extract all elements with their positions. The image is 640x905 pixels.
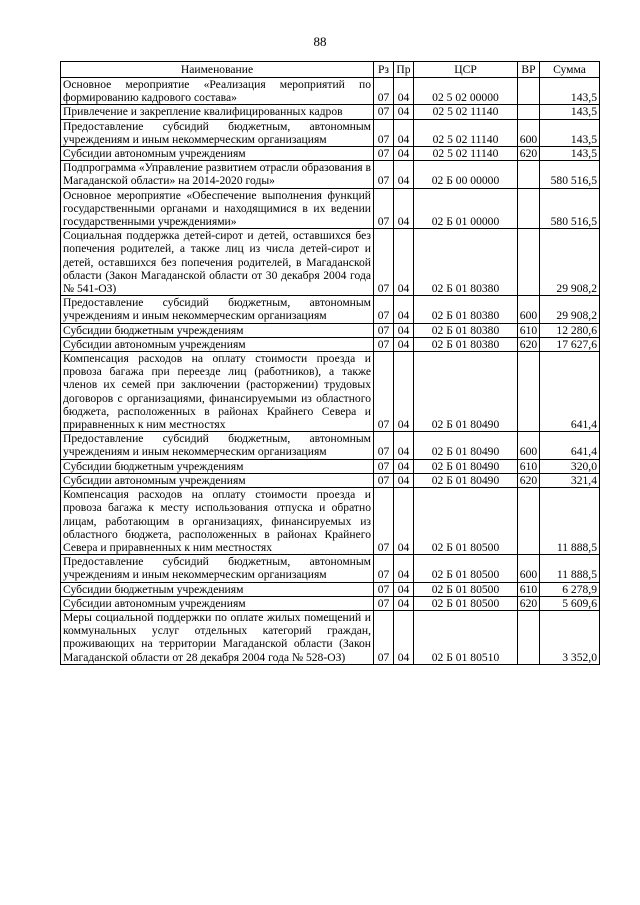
cell-rz: 07: [374, 432, 394, 459]
cell-sum: 321,4: [540, 473, 600, 487]
cell-csr: 02 Б 01 80380: [414, 337, 518, 351]
cell-sum: 143,5: [540, 147, 600, 161]
cell-csr: 02 Б 01 80490: [414, 473, 518, 487]
cell-name: Предоставление субсидий бюджетным, автономным учреждениям и иным некоммерческим организациям: [61, 432, 374, 459]
cell-pr: 04: [394, 352, 414, 432]
table-row: [61, 555, 600, 582]
cell-sum: 11 888,5: [540, 488, 600, 555]
cell-rz: 07: [374, 105, 394, 119]
cell-rz: 07: [374, 610, 394, 664]
table-body: [61, 78, 600, 665]
cell-sum: 143,5: [540, 119, 600, 146]
cell-name: Субсидии автономным учреждениям: [61, 147, 374, 161]
cell-rz: 07: [374, 337, 394, 351]
cell-name: Субсидии автономным учреждениям: [61, 473, 374, 487]
cell-csr: 02 5 02 11140: [414, 147, 518, 161]
cell-sum: 580 516,5: [540, 161, 600, 188]
cell-name: Субсидии бюджетным учреждениям: [61, 323, 374, 337]
cell-name: Социальная поддержка детей-сирот и детей, оставшихся без попечения родителей, а также лиц из числа детей-сирот и детей, оставшихся без попечения родителей, в Магаданской области (Закон Магаданской области от 30 декабря 2004 года № 541-ОЗ): [61, 229, 374, 296]
cell-rz: 07: [374, 473, 394, 487]
table-row: [61, 229, 600, 296]
table-row: [61, 459, 600, 473]
cell-pr: 04: [394, 161, 414, 188]
header-name: Наименование: [61, 62, 374, 78]
cell-name: Компенсация расходов на оплату стоимости проезда и провоза багажа к месту использования отпуска и обратно лицам, работающим в организациях, финансируемых из областного бюджета, расположенных в районах Крайнего Севера и приравненных к ним местностях: [61, 488, 374, 555]
cell-vr: [518, 105, 540, 119]
table-header-row: [61, 62, 600, 78]
cell-pr: 04: [394, 323, 414, 337]
table-row: [61, 161, 600, 188]
cell-csr: 02 5 02 11140: [414, 105, 518, 119]
cell-csr: 02 5 02 11140: [414, 119, 518, 146]
cell-name: Субсидии автономным учреждениям: [61, 596, 374, 610]
cell-pr: 04: [394, 119, 414, 146]
cell-vr: 600: [518, 119, 540, 146]
cell-csr: 02 Б 00 00000: [414, 161, 518, 188]
cell-name: Субсидии автономным учреждениям: [61, 337, 374, 351]
cell-vr: [518, 78, 540, 105]
cell-sum: 3 352,0: [540, 610, 600, 664]
table-row: [61, 188, 600, 229]
cell-pr: 04: [394, 229, 414, 296]
cell-csr: 02 Б 01 80380: [414, 323, 518, 337]
cell-csr: 02 Б 01 80500: [414, 555, 518, 582]
cell-pr: 04: [394, 188, 414, 229]
header-csr: ЦСР: [414, 62, 518, 78]
cell-csr: 02 Б 01 00000: [414, 188, 518, 229]
cell-csr: 02 Б 01 80500: [414, 488, 518, 555]
cell-name: Основное мероприятие «Обеспечение выполнения функций государственными органами и находящимися в их ведении государственными учреждениями»: [61, 188, 374, 229]
header-sum: Сумма: [540, 62, 600, 78]
table-row: [61, 147, 600, 161]
cell-vr: [518, 229, 540, 296]
cell-csr: 02 Б 01 80500: [414, 582, 518, 596]
cell-sum: 6 278,9: [540, 582, 600, 596]
table-row: [61, 352, 600, 432]
cell-name: Субсидии бюджетным учреждениям: [61, 459, 374, 473]
cell-rz: 07: [374, 596, 394, 610]
cell-name: Меры социальной поддержки по оплате жилых помещений и коммунальных услуг отдельных категорий граждан, проживающих на территории Магаданской области (Закон Магаданской области от 28 декабря 2004 года № 528-ОЗ): [61, 610, 374, 664]
table-row: [61, 296, 600, 323]
table-row: [61, 105, 600, 119]
header-pr: Пр: [394, 62, 414, 78]
cell-sum: 29 908,2: [540, 229, 600, 296]
cell-pr: 04: [394, 473, 414, 487]
cell-vr: 620: [518, 337, 540, 351]
cell-sum: 29 908,2: [540, 296, 600, 323]
table-row: [61, 119, 600, 146]
cell-name: Субсидии бюджетным учреждениям: [61, 582, 374, 596]
cell-rz: 07: [374, 555, 394, 582]
cell-sum: 12 280,6: [540, 323, 600, 337]
table-row: [61, 488, 600, 555]
cell-rz: 07: [374, 78, 394, 105]
table-row: [61, 596, 600, 610]
cell-sum: 320,0: [540, 459, 600, 473]
cell-pr: 04: [394, 147, 414, 161]
cell-rz: 07: [374, 119, 394, 146]
cell-sum: 5 609,6: [540, 596, 600, 610]
table-row: [61, 610, 600, 664]
cell-vr: 610: [518, 323, 540, 337]
cell-pr: 04: [394, 488, 414, 555]
table-row: [61, 323, 600, 337]
cell-csr: 02 Б 01 80490: [414, 352, 518, 432]
table-row: [61, 78, 600, 105]
cell-name: Предоставление субсидий бюджетным, автономным учреждениям и иным некоммерческим организациям: [61, 296, 374, 323]
cell-pr: 04: [394, 555, 414, 582]
cell-name: Предоставление субсидий бюджетным, автономным учреждениям и иным некоммерческим организациям: [61, 555, 374, 582]
cell-pr: 04: [394, 610, 414, 664]
cell-rz: 07: [374, 459, 394, 473]
cell-rz: 07: [374, 296, 394, 323]
table-row: [61, 473, 600, 487]
cell-rz: 07: [374, 229, 394, 296]
cell-csr: 02 Б 01 80490: [414, 432, 518, 459]
cell-csr: 02 Б 01 80380: [414, 229, 518, 296]
cell-pr: 04: [394, 337, 414, 351]
cell-vr: [518, 188, 540, 229]
cell-rz: 07: [374, 161, 394, 188]
table-row: [61, 432, 600, 459]
cell-name: Привлечение и закрепление квалифицированных кадров: [61, 105, 374, 119]
cell-sum: 641,4: [540, 352, 600, 432]
cell-rz: 07: [374, 188, 394, 229]
header-vr: ВР: [518, 62, 540, 78]
cell-pr: 04: [394, 596, 414, 610]
cell-sum: 143,5: [540, 78, 600, 105]
cell-csr: 02 5 02 00000: [414, 78, 518, 105]
cell-pr: 04: [394, 296, 414, 323]
cell-name: Основное мероприятие «Реализация мероприятий по формированию кадрового состава»: [61, 78, 374, 105]
budget-table: [60, 61, 600, 665]
table-row: [61, 582, 600, 596]
cell-vr: [518, 352, 540, 432]
cell-vr: 610: [518, 582, 540, 596]
cell-vr: 600: [518, 296, 540, 323]
cell-pr: 04: [394, 105, 414, 119]
cell-sum: 11 888,5: [540, 555, 600, 582]
cell-pr: 04: [394, 432, 414, 459]
table-row: [61, 337, 600, 351]
cell-vr: [518, 161, 540, 188]
cell-pr: 04: [394, 459, 414, 473]
cell-vr: 600: [518, 555, 540, 582]
page-number: 88: [313, 34, 327, 49]
cell-csr: 02 Б 01 80380: [414, 296, 518, 323]
cell-sum: 143,5: [540, 105, 600, 119]
cell-vr: 620: [518, 596, 540, 610]
cell-rz: 07: [374, 352, 394, 432]
cell-csr: 02 Б 01 80510: [414, 610, 518, 664]
header-rz: Рз: [374, 62, 394, 78]
cell-csr: 02 Б 01 80490: [414, 459, 518, 473]
cell-vr: [518, 610, 540, 664]
cell-rz: 07: [374, 582, 394, 596]
cell-sum: 580 516,5: [540, 188, 600, 229]
cell-pr: 04: [394, 582, 414, 596]
cell-sum: 17 627,6: [540, 337, 600, 351]
cell-name: Предоставление субсидий бюджетным, автономным учреждениям и иным некоммерческим организациям: [61, 119, 374, 146]
cell-rz: 07: [374, 488, 394, 555]
cell-rz: 07: [374, 147, 394, 161]
cell-sum: 641,4: [540, 432, 600, 459]
cell-vr: 620: [518, 147, 540, 161]
cell-name: Подпрограмма «Управление развитием отрасли образования в Магаданской области» на 2014-2020 годы»: [61, 161, 374, 188]
cell-rz: 07: [374, 323, 394, 337]
cell-name: Компенсация расходов на оплату стоимости проезда и провоза багажа при переезде лиц (работников), а также членов их семей при заключении (расторжении) трудовых договоров с организациями, финансируемыми из областного бюджета, расположенных в районах Крайнего Севера и приравненных к ним местностях: [61, 352, 374, 432]
cell-vr: 610: [518, 459, 540, 473]
cell-csr: 02 Б 01 80500: [414, 596, 518, 610]
cell-pr: 04: [394, 78, 414, 105]
cell-vr: [518, 488, 540, 555]
cell-vr: 620: [518, 473, 540, 487]
cell-vr: 600: [518, 432, 540, 459]
